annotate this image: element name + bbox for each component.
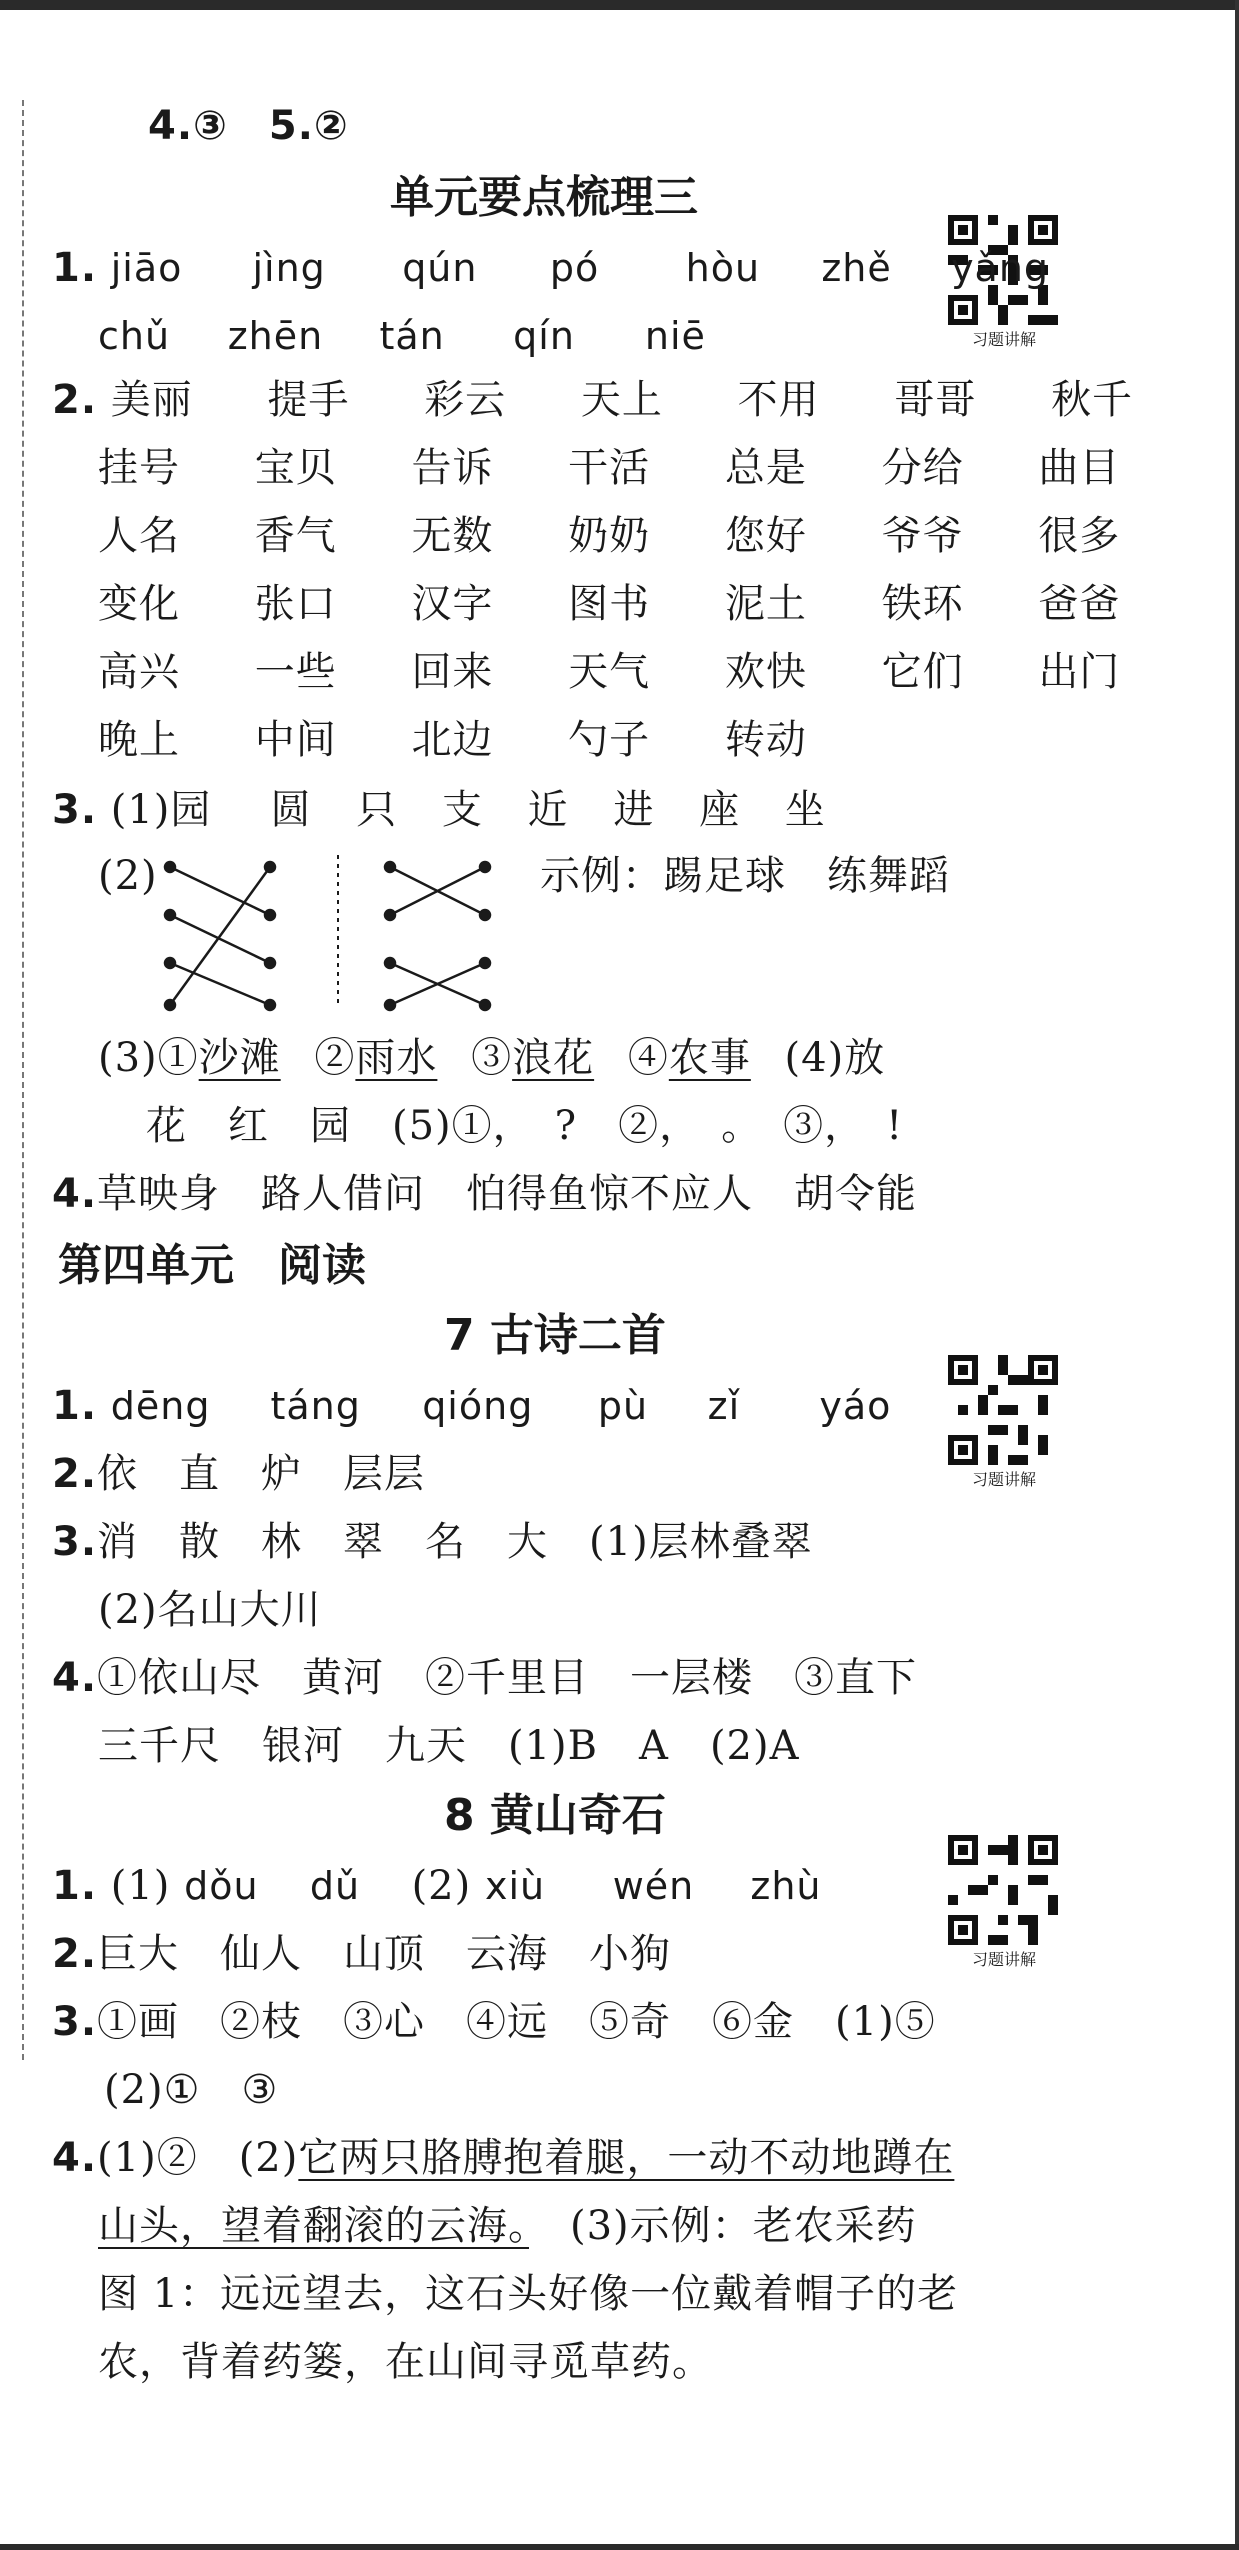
char-item: 座 (699, 787, 741, 833)
label: ② (314, 1035, 356, 1081)
pinyin-item: wén (612, 1864, 695, 1908)
q3-part1 (52, 782, 826, 838)
qr-label: 习题讲解 (971, 1950, 1036, 1969)
word-item: 图书 (568, 581, 651, 627)
word-item: 秋千 (1051, 377, 1134, 423)
pinyin-item: qióng (422, 1384, 534, 1428)
underlined-answer: 农事 (668, 1035, 751, 1081)
word-item: 泥土 (724, 581, 807, 627)
s2-q2-line (52, 1446, 425, 1502)
s3-q4-line4: 农，背着药篓，在山间寻觅草药。 (98, 2339, 713, 2385)
word-item: 爸爸 (1038, 581, 1121, 627)
qr-label: 习题讲解 (971, 330, 1036, 349)
bottom-border (0, 2544, 1239, 2550)
question-number: 2. (52, 377, 98, 423)
q2-row-5 (98, 644, 1120, 700)
word-item: 天气 (568, 649, 651, 695)
pinyin-item: zǐ (707, 1384, 741, 1428)
matching-lines-diagram (160, 855, 500, 1015)
s2-q4-line (52, 1650, 917, 1706)
question-number: 1. (52, 1383, 98, 1429)
char-item: (1)园 (110, 787, 212, 833)
right-border (1235, 0, 1239, 2550)
s2-q3-line (52, 1514, 813, 1570)
word-item: 汉字 (411, 581, 494, 627)
pinyin-item: yǎng (951, 246, 1050, 290)
char-item: 坐 (784, 787, 826, 833)
q2-row-6 (98, 712, 807, 768)
word-item: 它们 (881, 649, 964, 695)
char-item: 进 (613, 787, 655, 833)
word-item: 一些 (254, 649, 337, 695)
word-item: 无数 (411, 513, 494, 559)
char-item: 圆 (270, 787, 312, 833)
underlined-answer: 沙滩 (198, 1035, 281, 1081)
word-item: 爷爷 (881, 513, 964, 559)
word-item: 北边 (411, 717, 494, 763)
word-item: 人名 (98, 513, 180, 559)
question-number: 2. (52, 1931, 98, 1977)
word-item: 高兴 (98, 649, 180, 695)
label: (1) (110, 1863, 171, 1909)
q1-pinyin-line2 (98, 308, 706, 364)
pinyin-item: tán (379, 314, 445, 358)
s2-q4-line2: 三千尺 银河 九天 (1)B A (2)A (98, 1723, 800, 1769)
s2-q3-line2: (2)名山大川 (98, 1587, 322, 1633)
s3-q3-line (52, 1994, 936, 2050)
question-number: 3. (52, 1999, 98, 2045)
word-item: 哥哥 (894, 377, 977, 423)
pinyin-item: pù (597, 1384, 649, 1428)
word-item: 曲目 (1038, 445, 1121, 491)
word-item: 转动 (724, 717, 807, 763)
question-number: 4. (52, 1171, 98, 1217)
pinyin-item: zhù (750, 1864, 822, 1908)
pinyin-item: dǒu (184, 1864, 259, 1908)
s3-q4-line2 (98, 2198, 917, 2254)
pinyin-item: pó (549, 246, 600, 290)
question-number: 3. (52, 787, 98, 833)
underlined-answer: 雨水 (355, 1035, 438, 1081)
word-item: 不用 (737, 377, 820, 423)
word-item: 宝贝 (254, 445, 337, 491)
word-item: 晚上 (98, 717, 180, 763)
q2-row-3 (98, 508, 1120, 564)
answer-text: 依 直 炉 层层 (97, 1451, 426, 1497)
qr-label: 习题讲解 (971, 1470, 1036, 1489)
margin-dashed-line (22, 100, 24, 2060)
word-item: 彩云 (424, 377, 507, 423)
pinyin-item: zhě (821, 246, 892, 290)
word-item: 铁环 (881, 581, 964, 627)
previous-answers: 4.③ 5.② (148, 103, 349, 149)
section-title-unit-review: 单元要点梳理三 (390, 172, 698, 223)
s3-q3-line2: (2)① ③ (104, 2067, 279, 2113)
label: ③ (471, 1035, 513, 1081)
q3-part2-example: 示例：踢足球 练舞蹈 (540, 853, 950, 899)
question-number: 3. (52, 1519, 98, 1565)
word-item: 很多 (1038, 513, 1121, 559)
word-item: 张口 (254, 581, 337, 627)
label: (1)② (2) (97, 2135, 299, 2181)
word-item: 变化 (98, 581, 180, 627)
q3-part2-label: (2) (98, 853, 158, 899)
word-item: 中间 (254, 717, 337, 763)
s3-q2-line (52, 1926, 671, 1982)
pinyin-item: zhēn (227, 314, 324, 358)
s3-q1-pinyin (52, 1858, 822, 1914)
question-number: 4. (52, 1655, 98, 1701)
pinyin-item: chǔ (98, 314, 171, 358)
char-item: 近 (527, 787, 569, 833)
word-item: 美丽 (110, 377, 193, 423)
label: (4)放 (784, 1035, 886, 1081)
section-title-lesson-7: 7 古诗二首 (444, 1310, 666, 1361)
pinyin-item: qún (402, 246, 478, 290)
q3-line-last: 花 红 园 (5)①， ? ②， 。 ③， ! (146, 1103, 904, 1149)
unit-title: 第四单元 阅读 (58, 1240, 366, 1291)
answer-text: ①依山尽 黄河 ②千里目 一层楼 ③直下 (97, 1655, 918, 1701)
word-item: 奶奶 (568, 513, 651, 559)
word-item: 回来 (411, 649, 494, 695)
s3-q4-line3: 图 1：远远望去，这石头好像一位戴着帽子的老 (98, 2271, 959, 2317)
word-item: 总是 (724, 445, 807, 491)
answer-text: 巨大 仙人 山顶 云海 小狗 (97, 1931, 672, 1977)
word-item: 香气 (254, 513, 337, 559)
word-item: 勺子 (568, 717, 651, 763)
question-number: 1. (52, 1863, 98, 1909)
word-item: 提手 (267, 377, 350, 423)
pinyin-item: dēng (110, 1384, 211, 1428)
pinyin-item: jìng (252, 246, 326, 290)
pinyin-item: xiù (484, 1864, 546, 1908)
q2-row-1 (52, 372, 1133, 428)
underlined-answer: 山头，望着翻滚的云海。 (98, 2203, 529, 2249)
qr-code-icon[interactable] (948, 1835, 1058, 1945)
word-item: 您好 (724, 513, 807, 559)
word-item: 挂号 (98, 445, 180, 491)
s3-q4-line (52, 2130, 954, 2186)
answer-text: ①画 ②枝 ③心 ④远 ⑤奇 ⑥金 (1)⑤ (97, 1999, 936, 2045)
pinyin-item: dǔ (309, 1864, 361, 1908)
label: ④ (627, 1035, 669, 1081)
q4-line (52, 1166, 917, 1222)
word-item: 出门 (1038, 649, 1121, 695)
s2-q1-pinyin (52, 1378, 891, 1434)
char-item: 支 (441, 787, 483, 833)
pinyin-item: jiāo (110, 246, 183, 290)
word-item: 干活 (568, 445, 651, 491)
label: (3)① (98, 1035, 199, 1081)
answer-text: 消 散 林 翠 名 大 (1)层林叠翠 (97, 1519, 813, 1565)
word-item: 分给 (881, 445, 964, 491)
top-border (0, 0, 1239, 10)
answer-text: 草映身 路人借问 怕得鱼惊不应人 胡令能 (97, 1171, 918, 1217)
section-title-lesson-8: 8 黄山奇石 (444, 1790, 666, 1841)
char-item: 只 (356, 787, 398, 833)
underlined-answer: 浪花 (512, 1035, 595, 1081)
label: (2) (411, 1863, 472, 1909)
pinyin-item: táng (270, 1384, 361, 1428)
word-item: 告诉 (411, 445, 494, 491)
q2-row-2 (98, 440, 1120, 496)
question-number: 4. (52, 2135, 98, 2181)
question-number: 2. (52, 1451, 98, 1497)
q1-pinyin-line1 (52, 240, 1049, 296)
question-number: 1. (52, 245, 98, 291)
pinyin-item: niē (644, 314, 706, 358)
word-item: 天上 (580, 377, 663, 423)
qr-code-icon[interactable] (948, 1355, 1058, 1465)
pinyin-item: qín (513, 314, 575, 358)
answer-text: (3)示例：老农采药 (529, 2203, 917, 2249)
word-item: 欢快 (724, 649, 807, 695)
q2-row-4 (98, 576, 1120, 632)
pinyin-item: hòu (685, 246, 761, 290)
q3-part3 (98, 1030, 885, 1086)
pinyin-item: yáo (819, 1384, 892, 1428)
underlined-answer: 它两只胳膊抱着腿，一动不动地蹲在 (298, 2135, 955, 2181)
